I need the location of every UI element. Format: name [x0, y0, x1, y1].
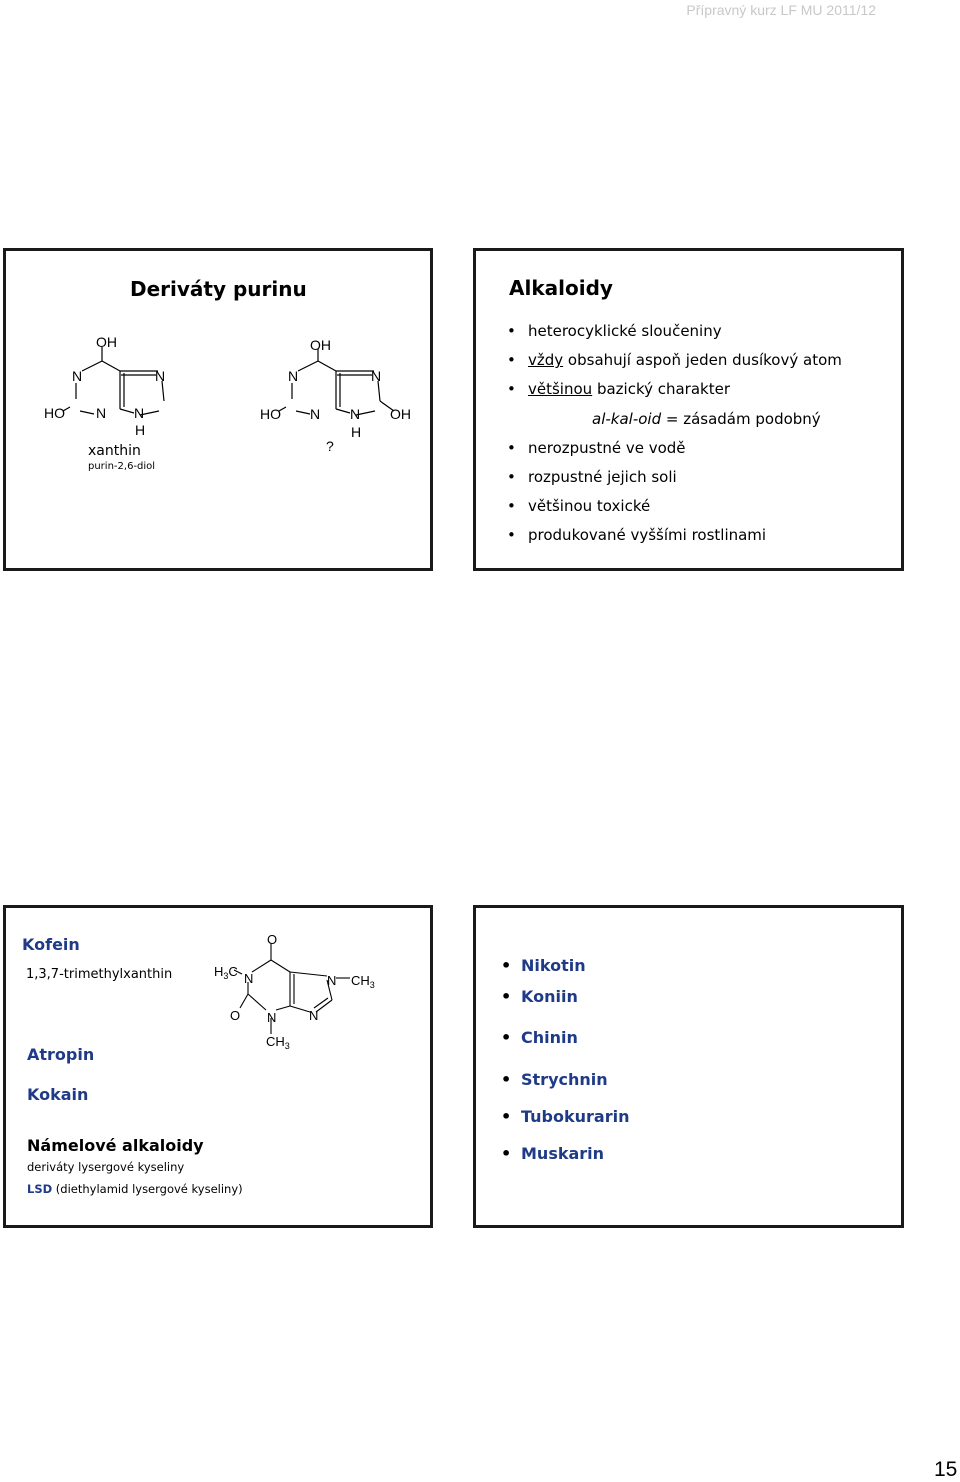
page-header: Přípravný kurz LF MU 2011/12	[686, 2, 876, 18]
atom-n: N	[309, 1008, 319, 1023]
slide-caffeine	[3, 905, 433, 1228]
question-mark: ?	[326, 438, 334, 451]
list-item: • Strychnin	[501, 1070, 608, 1089]
atom-n: N	[134, 405, 145, 421]
ergot-alkaloids-heading: Námelové alkaloidy	[27, 1136, 204, 1155]
slide-title: Alkaloidy	[509, 276, 613, 300]
purine-triol-structure	[252, 331, 432, 451]
slide-alkaloids	[473, 248, 904, 571]
atom-ch3: $CH_3$	[351, 973, 375, 990]
list-item: • rozpustné jejich soli	[507, 467, 842, 496]
atom-h: H	[351, 424, 362, 440]
atom-n: N	[72, 368, 83, 384]
atom-h3c: $H_3C$	[214, 964, 238, 981]
list-item: • Tubokurarin	[501, 1107, 629, 1126]
atom-n: N	[155, 368, 166, 384]
atom-n: N	[244, 971, 254, 986]
atom-n: N	[350, 406, 361, 422]
atom-ho: HO	[44, 405, 65, 421]
atom-n: N	[371, 368, 382, 384]
atom-n: N	[288, 368, 299, 384]
list-item: • Chinin	[501, 1028, 578, 1047]
xanthin-label: xanthin	[88, 443, 141, 459]
xanthin-structure	[36, 331, 196, 451]
atom-oh: OH	[390, 406, 411, 422]
list-item: • většinou bazický charakter	[507, 379, 842, 408]
page-number: 15	[934, 1458, 958, 1481]
list-item: • Muskarin	[501, 1144, 604, 1163]
slide-title: Deriváty purinu	[130, 277, 307, 301]
alkaloid-properties-list	[507, 321, 842, 555]
atom-ho: HO	[260, 406, 281, 422]
atom-n: N	[267, 1010, 277, 1025]
list-item: • Nikotin	[501, 956, 586, 975]
atom-ch3: $CH_3$	[266, 1034, 290, 1051]
atom-n: N	[310, 406, 321, 422]
atom-h: H	[135, 422, 146, 438]
kokain-label: Kokain	[27, 1085, 89, 1104]
kofein-subtitle: 1,3,7-trimethylxanthin	[26, 967, 173, 982]
list-item: • heterocyklické sloučeniny	[507, 321, 842, 350]
atom-o: O	[230, 1008, 241, 1023]
slide-purine-derivatives	[3, 248, 433, 571]
list-item: • nerozpustné ve vodě	[507, 438, 842, 467]
list-item: • Koniin	[501, 987, 578, 1006]
atom-oh: OH	[96, 334, 117, 350]
atom-n: N	[96, 405, 107, 421]
atom-oh: OH	[310, 337, 331, 353]
atom-n: N	[327, 973, 337, 988]
list-item: • vždy obsahují aspoň jeden dusíkový atom	[507, 350, 842, 379]
slide-alkaloid-names	[473, 905, 904, 1228]
kofein-heading: Kofein	[22, 935, 80, 954]
caffeine-structure	[204, 930, 404, 1055]
lsd-line: LSD (diethylamid lysergové kyseliny)	[27, 1182, 243, 1196]
ergot-alkaloids-sub: deriváty lysergové kyseliny	[27, 1160, 185, 1174]
list-item: • většinou toxické	[507, 496, 842, 525]
etymology-line: al-kal-oid = zásadám podobný	[592, 409, 821, 428]
list-item: • produkované vyššími rostlinami	[507, 525, 842, 554]
atom-o: O	[267, 932, 278, 947]
xanthin-iupac-label: purin-2,6-diol	[88, 461, 156, 472]
atropin-label: Atropin	[27, 1045, 95, 1064]
